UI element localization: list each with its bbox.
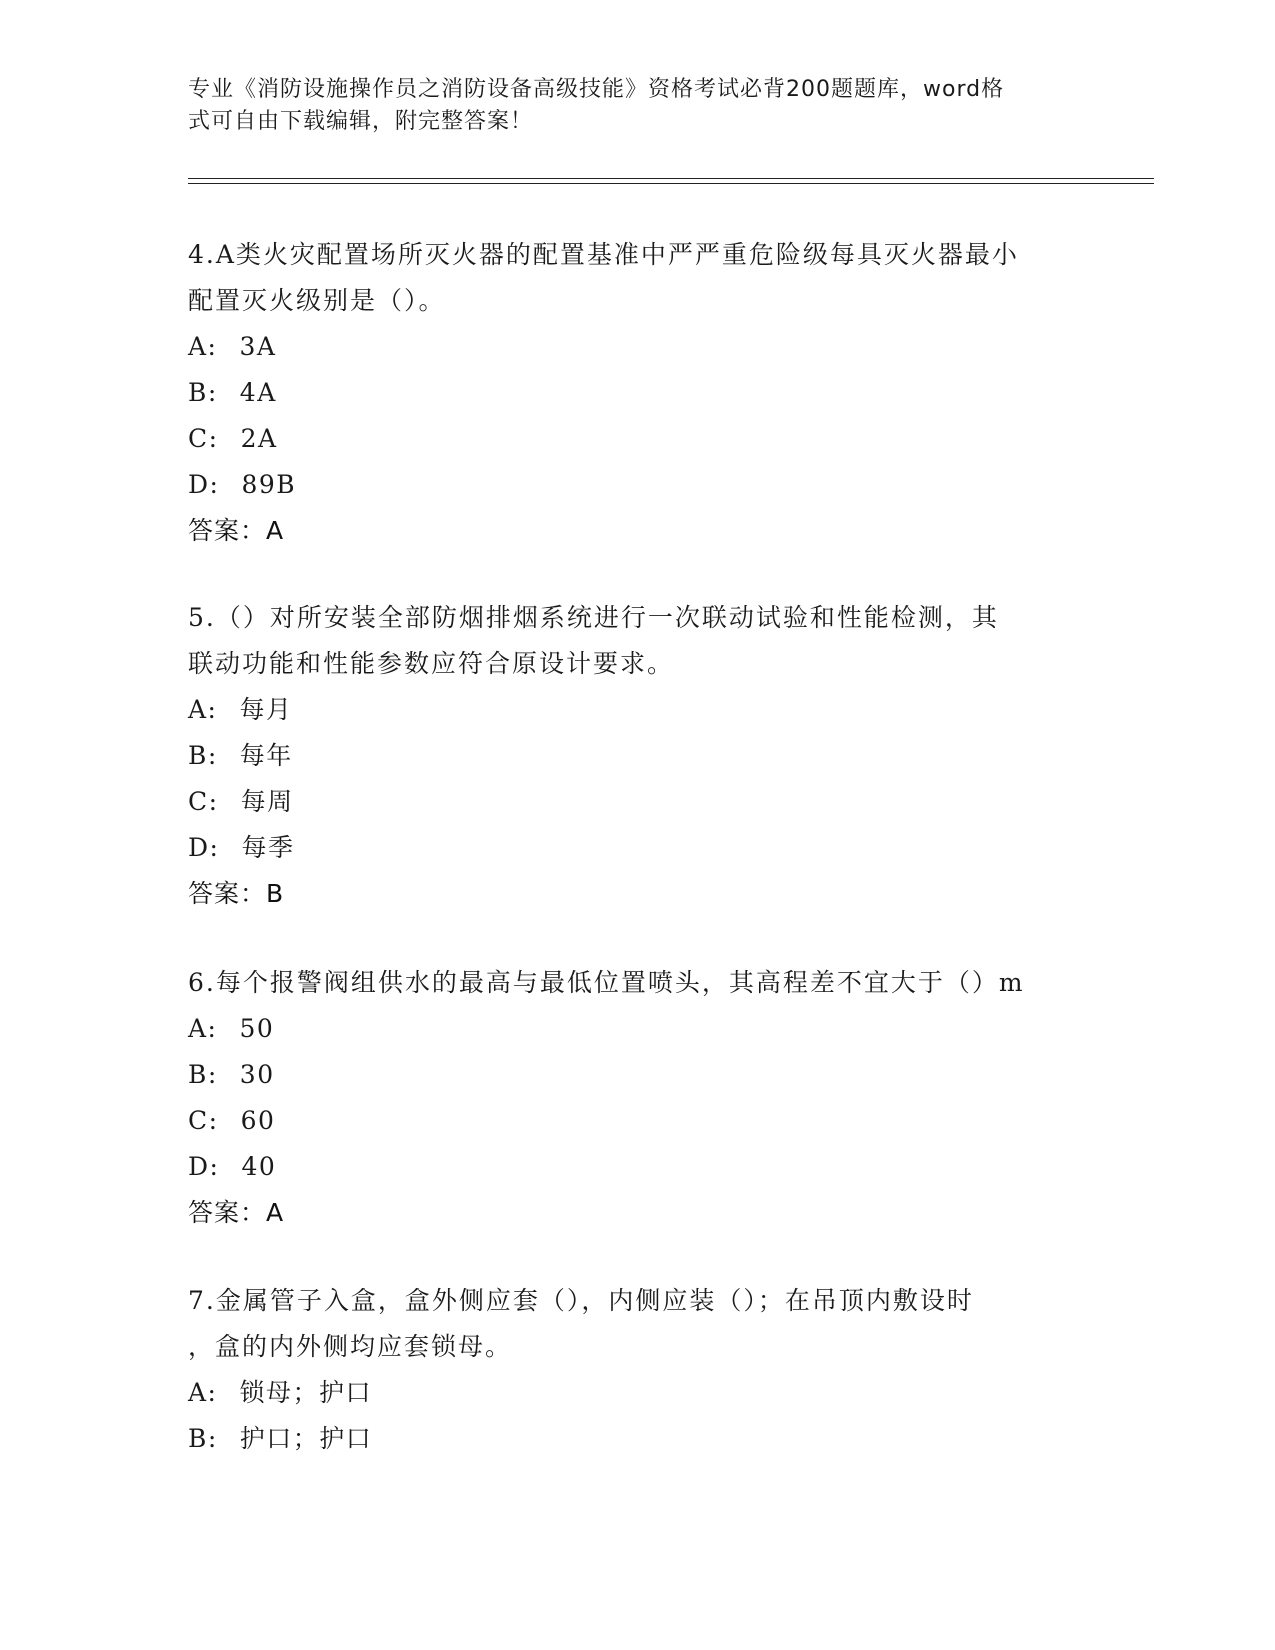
question-5 — [188, 595, 1088, 917]
question-stem-line: 联动功能和性能参数应符合原设计要求。 — [188, 649, 675, 678]
option-text: 3A — [239, 332, 277, 361]
option-text: 30 — [239, 1060, 275, 1089]
question-7 — [188, 1278, 1088, 1462]
header-line-2: 式可自由下载编辑，附完整答案！ — [188, 109, 534, 134]
option-key: B: — [188, 1424, 218, 1453]
option-key: A: — [188, 1378, 218, 1407]
question-stem-line: 7.金属管子入盒，盒外侧应套（），内侧应装（）；在吊顶内敷设时 — [188, 1286, 974, 1315]
option-b — [188, 370, 1088, 416]
question-stem-line: 4.A类火灾配置场所灭火器的配置基准中严严重危险级每具灭火器最小 — [188, 240, 1019, 269]
option-text: 60 — [240, 1106, 276, 1135]
question-4 — [188, 232, 1088, 554]
option-a — [188, 687, 1088, 733]
option-key: D: — [188, 1152, 220, 1181]
question-stem-line: 配置灭火级别是（）。 — [188, 286, 446, 315]
option-b — [188, 1052, 1088, 1098]
header-divider-bottom — [188, 183, 1154, 184]
question-stem-line: 5.（）对所安装全部防烟排烟系统进行一次联动试验和性能检测，其 — [188, 603, 999, 632]
question-6 — [188, 960, 1088, 1236]
question-stem-line: ，盒的内外侧均应套锁母。 — [188, 1332, 513, 1361]
option-text: 护口；护口 — [239, 1424, 373, 1453]
option-key: B: — [188, 378, 218, 407]
option-text: 每年 — [239, 741, 293, 770]
option-key: C: — [188, 424, 219, 453]
option-key: B: — [188, 741, 218, 770]
answer-line: 答案：A — [188, 516, 285, 545]
option-key: D: — [188, 833, 220, 862]
option-text: 89B — [241, 470, 297, 499]
document-header — [188, 74, 1068, 138]
option-a — [188, 1370, 1088, 1416]
option-d — [188, 1144, 1088, 1190]
answer-line: 答案：B — [188, 879, 285, 908]
option-text: 40 — [241, 1152, 277, 1181]
option-d — [188, 825, 1088, 871]
question-stem-line: 6.每个报警阀组供水的最高与最低位置喷头，其高程差不宜大于（）m — [188, 968, 1025, 997]
option-key: D: — [188, 470, 220, 499]
option-a — [188, 1006, 1088, 1052]
option-c — [188, 1098, 1088, 1144]
option-key: A: — [188, 695, 218, 724]
option-text: 50 — [239, 1014, 275, 1043]
option-text: 锁母；护口 — [239, 1378, 372, 1407]
option-key: A: — [188, 1014, 218, 1043]
option-text: 4A — [239, 378, 277, 407]
answer-line: 答案：A — [188, 1198, 285, 1227]
option-c — [188, 779, 1088, 825]
option-b — [188, 733, 1088, 779]
option-key: C: — [188, 787, 219, 816]
option-key: C: — [188, 1106, 219, 1135]
option-text: 每季 — [241, 833, 295, 862]
option-key: A: — [188, 332, 218, 361]
option-text: 每周 — [240, 787, 294, 816]
option-text: 2A — [240, 424, 278, 453]
option-key: B: — [188, 1060, 218, 1089]
option-d — [188, 462, 1088, 508]
option-c — [188, 416, 1088, 462]
header-line-1: 专业《消防设施操作员之消防设备高级技能》资格考试必背200题题库，word格 — [188, 77, 1005, 102]
option-text: 每月 — [239, 695, 293, 724]
option-b — [188, 1416, 1088, 1462]
header-divider-top — [188, 178, 1154, 179]
option-a — [188, 324, 1088, 370]
